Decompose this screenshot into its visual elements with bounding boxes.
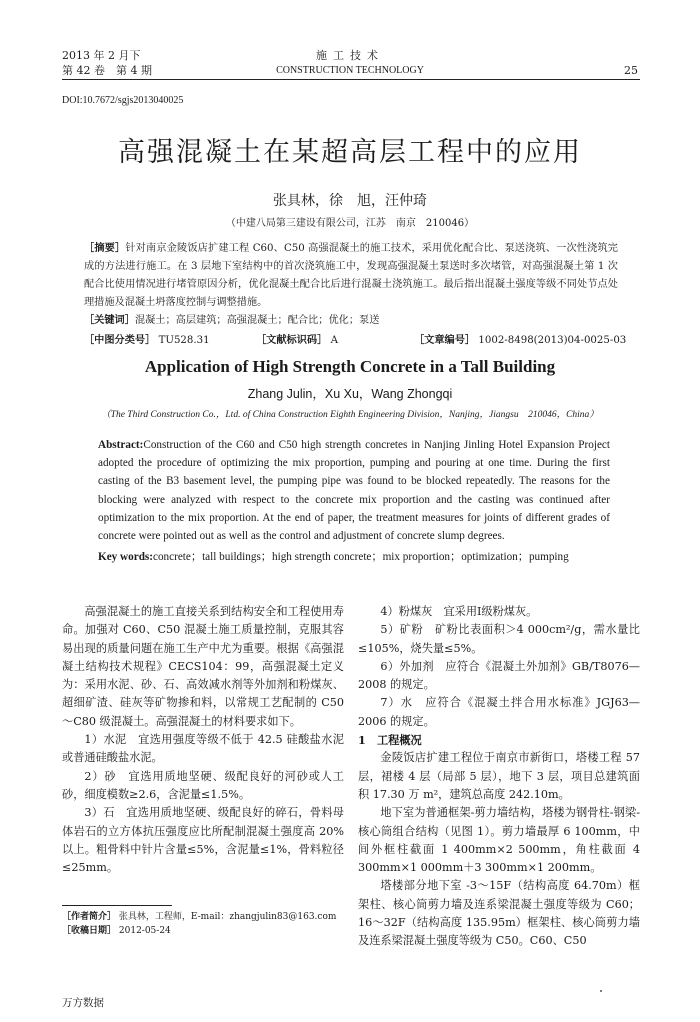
classification-label: ［中图分类号］ (84, 334, 156, 346)
issue-date: 2013 年 2 月下 (62, 49, 141, 62)
abstract-cn-text: 针对南京金陵饭店扩建工程 C60、C50 高强混凝土的施工技术，采用优化配合比、泵送浇筑、一次性浇筑完成的方法进行施工。在 3 层地下室结构中的首次浇筑施工中，发现高强混凝土泵送时多次堵管，对高强混凝土第 1 次配合比使用情况进行堵管原因分析，优化混凝土配合比后进行混凝土浇筑施工。最后指出混凝土强度等级不同处节点处理措施及混凝土坍落度控制与调整措施。 (84, 243, 618, 308)
header-rule (62, 79, 640, 80)
footnote (62, 910, 336, 938)
issue-info (62, 48, 152, 78)
paragraph: 4）粉煤灰 宜采用Ⅰ级粉煤灰。 (380, 605, 538, 618)
keywords-cn-text: 混凝土；高层建筑；高强混凝土；配合比；优化；泵送 (134, 315, 380, 326)
document-code-value: A (330, 335, 338, 346)
keywords-cn-label: ［关键词］ (84, 314, 135, 326)
issue-volume: 第 42 卷 第 4 期 (62, 64, 152, 77)
paragraph: 6）外加剂 应符合《混凝土外加剂》GB/T8076—2008 的规定。 (358, 659, 640, 692)
affiliation-en: （The Third Construction Co.，Ltd. of China Construction Eighth Engineering Division，Nanjing，Jiangsu 210046，China） (101, 410, 599, 420)
abstract-en-text: Construction of the C60 and C50 high strength concretes in Nanjing Jinling Hotel Expansion Project adopted the procedure of optimizing the mix proportion, pumping and pouring at one time. During the first casting of the B3 basement level, the pumping pipe was found to be blocked repeatedly. The reasons for the blocking were analyzed with respect to the concrete mix proportion and the casting was continued after optimization to the mix proportion. At the end of paper, the treatment measures for joints of different grades of concrete were pointed out as well as the control and adjustment of concrete slump degrees. (98, 439, 610, 543)
abstract-en-label: Abstract: (98, 439, 144, 451)
paragraph: 地下室为普通框架-剪力墙结构，塔楼为钢骨柱-钢梁-核心筒组合结构（见图 1）。剪力墙最厚 6 100mm，中间外框柱截面 1 400mm×2 500mm，角柱截面 4 300mm×1 000mm＋3 300mm×1 200mm。 (358, 806, 640, 875)
article-number (414, 331, 626, 346)
paragraph: 金陵饭店扩建工程位于南京市新街口，塔楼工程 57 层，裙楼 4 层（局部 5 层），地下 3 层，项目总建筑面积 17.30 万 m²，建筑总高度 242.10m。 (358, 751, 640, 801)
abstract-cn-label: ［摘要］ (84, 242, 126, 254)
title-en: Application of High Strength Concrete in a Tall Building (144, 357, 556, 376)
footnote-rule (62, 905, 172, 906)
authors-cn: 张具林，徐 旭，汪仲琦 (273, 193, 427, 209)
paragraph: 1）水泥 宜选用强度等级不低于 42.5 硅酸盐水泥或普通硅酸盐水泥。 (62, 733, 344, 765)
abstract-en (98, 436, 610, 545)
paragraph: 2）砂 宜选用质地坚硬、级配良好的河砂或人工砂，细度模数≥2.6，含泥量≤1.5%。 (62, 769, 344, 801)
doi: DOI:10.7672/sgjs2013040025 (62, 95, 184, 106)
authors-en: Zhang Julin，Xu Xu，Wang Zhongqi (247, 387, 453, 401)
paragraph: 5）矿粉 矿粉比表面积＞4 000cm²/g，需水量比≤105%，烧失量≤5%。 (358, 623, 640, 655)
classification-number (84, 331, 210, 346)
journal-name-cn: 施工技术 (316, 49, 384, 62)
section-heading: 1 工程概况 (358, 733, 422, 748)
journal-name-en: CONSTRUCTION TECHNOLOGY (276, 65, 424, 76)
body-left-column (62, 603, 344, 877)
body-right-column (358, 603, 640, 951)
journal-name (250, 48, 450, 78)
watermark: 万方数据 (62, 997, 104, 1009)
affiliation-cn: （中建八局第三建设有限公司，江苏 南京 210046） (225, 218, 475, 229)
title-cn: 高强混凝土在某超高层工程中的应用 (118, 137, 582, 168)
document-code (256, 331, 338, 346)
footnote-date (62, 924, 336, 938)
footnote-author-text: 张具林，工程师，E-mail：zhangjulin83@163.com (118, 912, 337, 922)
keywords-en-label: Key words: (98, 551, 153, 563)
paragraph: 高强混凝土的施工直接关系到结构安全和工程使用寿命。加强对 C60、C50 混凝土施工质量控制，克服其容易出现的质量问题在施工生产中尤为重要。根据《高强混凝土结构技术规程》CECS104：99，高强混凝土定义为：采用水泥、砂、石、高效减水剂等外加剂和粉煤灰、超细矿渣、硅灰等矿物掺和料，以常规工艺配制的 C50～C80 级混凝土。高强混凝土的材料要求如下。 (62, 605, 344, 728)
page-number: 25 (624, 64, 638, 77)
paragraph: 3）石 宜选用质地坚硬、级配良好的碎石，骨料母体岩石的立方体抗压强度应比所配制混凝土强度高 20% 以上。粗骨料中针片含量≤5%，含泥量≤1%，骨料粒径≤25mm。 (62, 806, 344, 875)
footnote-author-label: ［作者简介］ (62, 912, 117, 922)
document-code-label: ［文献标识码］ (256, 334, 328, 346)
scan-dot (600, 990, 602, 992)
keywords-en-text: concrete；tall buildings；high strength concrete；mix proportion；optimization；pumping (153, 551, 569, 563)
article-number-label: ［文章编号］ (414, 334, 476, 346)
footnote-author (62, 910, 336, 924)
abstract-cn (84, 239, 618, 312)
keywords-en (98, 548, 610, 566)
paragraph: 7）水 应符合《混凝土拌合用水标准》JGJ63—2006 的规定。 (358, 696, 640, 728)
classification-value: TU528.31 (158, 335, 210, 346)
keywords-cn (84, 311, 618, 330)
footnote-date-label: ［收稿日期］ (62, 926, 117, 936)
footnote-date-text: 2012-05-24 (118, 926, 171, 936)
article-number-value: 1002-8498(2013)04-0025-03 (478, 335, 627, 346)
paragraph: 塔楼部分地下室 -3～15F（结构高度 64.70m）框架柱、核心筒剪力墙及连系梁混凝土强度等级为 C60；16～32F（结构高度 135.95m）框架柱、核心筒剪力墙及连系梁混凝土强度等级为 C50。C60、C50 (358, 879, 640, 948)
